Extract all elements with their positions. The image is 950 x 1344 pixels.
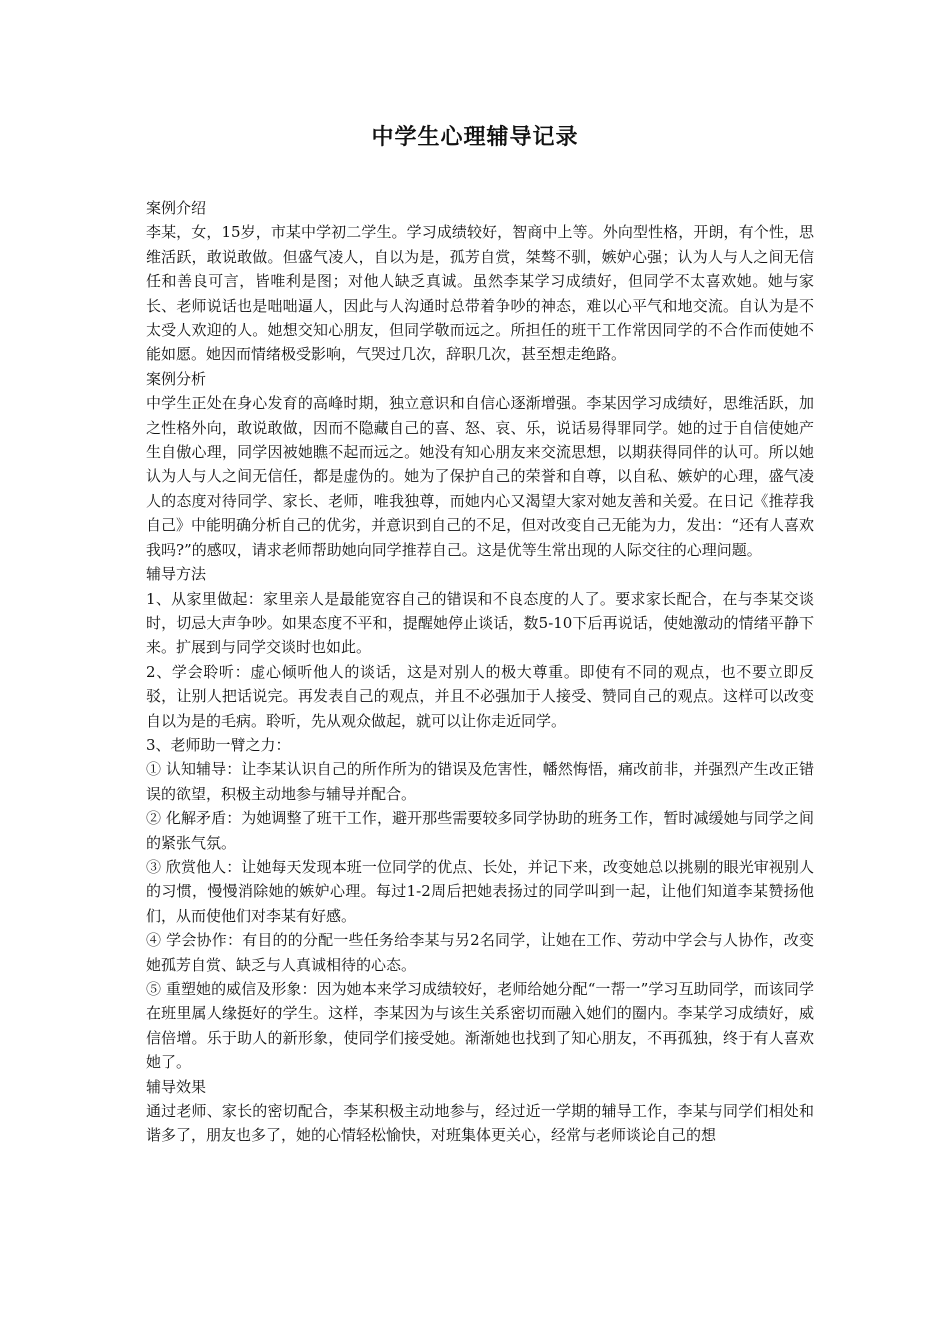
paragraph: ① 认知辅导：让李某认识自己的所作所为的错误及危害性，幡然悔悟，痛改前非，并强烈产生改正错误的欲望，积极主动地参与辅导并配合。 xyxy=(146,760,814,803)
section-heading-effects: 辅导效果 xyxy=(146,1077,207,1096)
paragraph: 3、老师助一臂之力： xyxy=(146,735,291,754)
paragraph: ③ 欣赏他人：让她每天发现本班一位同学的优点、长处，并记下来，改变她总以挑剔的眼光审视别人的习惯，慢慢消除她的嫉妒心理。每过1-2周后把她表扬过的同学叫到一起，让他们知道李某赞扬他们，从而使他们对李某有好感。 xyxy=(146,857,814,925)
paragraph: 通过老师、家长的密切配合，李某积极主动地参与，经过近一学期的辅导工作，李某与同学们相处和谐多了，朋友也多了，她的心情轻松愉快，对班集体更关心，经常与老师谈论自己的想 xyxy=(146,1102,814,1145)
paragraph: 李某，女，15岁，市某中学初二学生。学习成绩较好，智商中上等。外向型性格，开朗，有个性，思维活跃，敢说敢做。但盛气凌人，自以为是，孤芳自赏，桀骜不驯，嫉妒心强；认为人与人之间无信任和善良可言，皆唯利是图；对他人缺乏真诚。虽然李某学习成绩好，但同学不太喜欢她。她与家长、老师说话也是咄咄逼人，因此与人沟通时总带着争吵的神态，难以心平气和地交流。自认为是不太受人欢迎的人。她想交知心朋友，但同学敬而远之。所担任的班干工作常因同学的不合作而使她不能如愿。她因而情绪极受影响，气哭过几次，辞职几次，甚至想走绝路。 xyxy=(146,223,814,364)
paragraph: ④ 学会协作：有目的的分配一些任务给李某与另2名同学，让她在工作、劳动中学会与人协作，改变她孤芳自赏、缺乏与人真诚相待的心态。 xyxy=(146,931,814,974)
paragraph: 2、学会聆听：虚心倾听他人的谈话，这是对别人的极大尊重。即使有不同的观点，也不要立即反驳，让别人把话说完。再发表自己的观点，并且不必强加于人接受、赞同自己的观点。这样可以改变自以为是的毛病。聆听，先从观众做起，就可以让你走近同学。 xyxy=(146,662,814,730)
document-title: 中学生心理辅导记录 xyxy=(371,125,579,150)
section-heading-methods: 辅导方法 xyxy=(146,565,207,584)
section-heading-case-analysis: 案例分析 xyxy=(146,369,207,388)
document-body xyxy=(146,196,814,1148)
paragraph: 1、从家里做起：家里亲人是最能宽容自己的错误和不良态度的人了。要求家长配合，在与李某交谈时，切忌大声争吵。如果态度不平和，提醒她停止谈话，数5-10下后再说话，使她激动的情绪平静下来。扩展到与同学交谈时也如此。 xyxy=(146,589,814,657)
paragraph: 中学生正处在身心发育的高峰时期，独立意识和自信心逐渐增强。李某因学习成绩好，思维活跃，加之性格外向，敢说敢做，因而不隐藏自己的喜、怒、哀、乐，说话易得罪同学。她的过于自信使她产生自傲心理，同学因被她瞧不起而远之。她没有知心朋友来交流思想，以期获得同伴的认可。所以她认为人与人之间无信任，都是虚伪的。她为了保护自己的荣誉和自尊，以自私、嫉妒的心理，盛气凌人的态度对待同学、家长、老师，唯我独尊，而她内心又渴望大家对她友善和关爱。在日记《推荐我自己》中能明确分析自己的优劣，并意识到自己的不足，但对改变自己无能为力，发出：“还有人喜欢我吗?”的感叹，请求老师帮助她向同学推荐自己。这是优等生常出现的人际交往的心理问题。 xyxy=(146,394,814,559)
section-heading-case-intro: 案例介绍 xyxy=(146,199,207,217)
paragraph: ② 化解矛盾：为她调整了班干工作，避开那些需要较多同学协助的班务工作，暂时减缓她与同学之间的紧张气氛。 xyxy=(146,809,814,852)
paragraph: ⑤ 重塑她的威信及形象：因为她本来学习成绩较好，老师给她分配“一帮一”学习互助同学，而该同学在班里属人缘挺好的学生。这样，李某因为与该生关系密切而融入她们的圈内。李某学习成绩好，威信倍增。乐于助人的新形象，使同学们接受她。渐渐她也找到了知心朋友，不再孤独，终于有人喜欢她了。 xyxy=(146,980,814,1072)
